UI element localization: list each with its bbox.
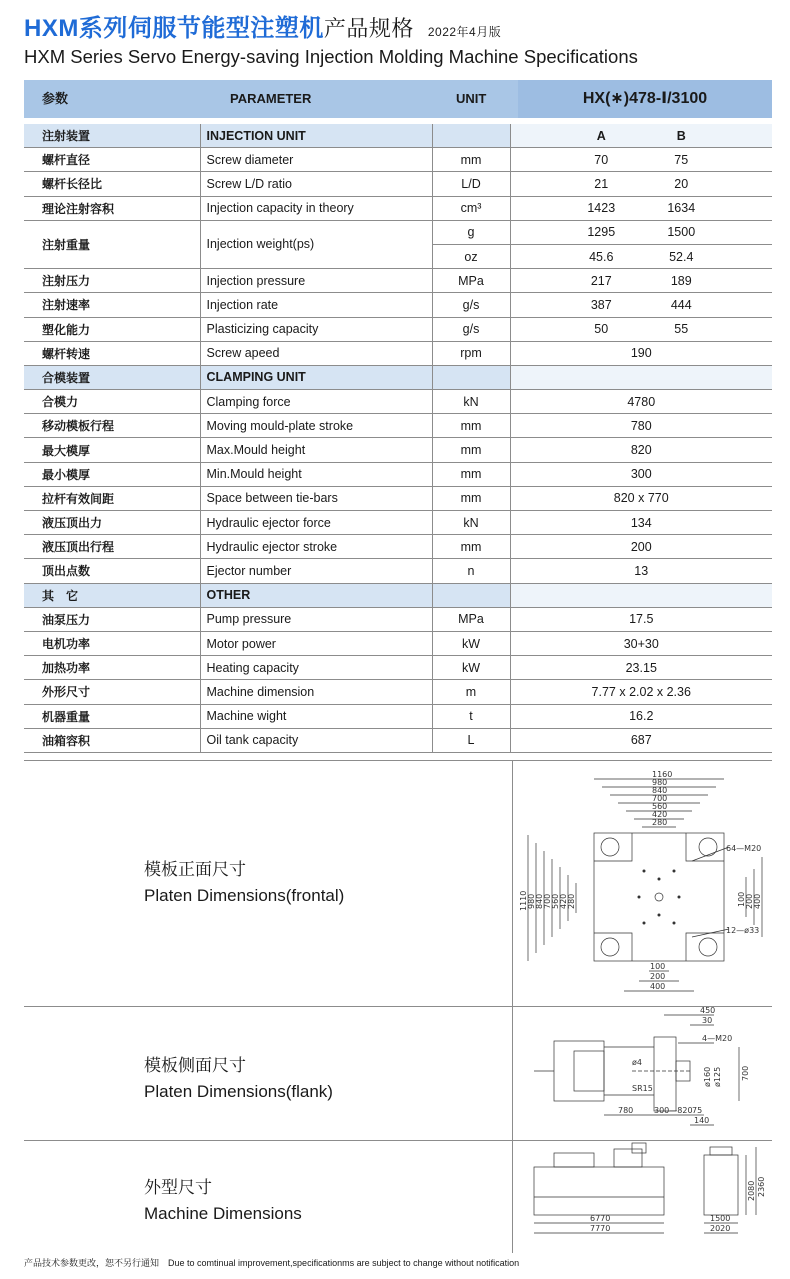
param-unit: cm³ xyxy=(432,196,510,220)
dim-left: 980 xyxy=(527,893,536,909)
machine-dim: 6770 xyxy=(590,1214,611,1223)
param-unit: rpm xyxy=(432,341,510,365)
header-model: HX(∗)478-Ⅰ/3100 xyxy=(518,80,772,118)
dim-top: 420 xyxy=(652,810,668,819)
diagram-row-machine xyxy=(24,1140,772,1253)
param-cn: 注射装置 xyxy=(24,124,200,148)
param-cn: 塑化能力 xyxy=(24,317,200,341)
note-thread: 64—M20 xyxy=(726,844,762,853)
machine-dim: 2360 xyxy=(757,1176,766,1197)
param-cn: 液压顶出行程 xyxy=(24,535,200,559)
param-cn: 其 它 xyxy=(24,583,200,607)
spec-row xyxy=(24,486,772,510)
param-value xyxy=(510,365,772,389)
diagram-divider xyxy=(512,761,513,1007)
diagram-divider xyxy=(512,1007,513,1141)
param-unit: kN xyxy=(432,390,510,414)
flank-dim: 450 xyxy=(700,1007,716,1015)
param-unit: g/s xyxy=(432,317,510,341)
param-cn: 合模装置 xyxy=(24,365,200,389)
param-cn: 最大模厚 xyxy=(24,438,200,462)
param-unit: kW xyxy=(432,631,510,655)
param-en: Injection weight(ps) xyxy=(200,220,432,268)
value-a: 1423 xyxy=(587,201,616,216)
param-cn: 螺杆转速 xyxy=(24,341,200,365)
dim-left: 420 xyxy=(559,893,568,909)
spec-row xyxy=(24,656,772,680)
dim-left: 280 xyxy=(567,893,576,909)
param-unit: oz xyxy=(432,244,510,268)
param-en: Injection rate xyxy=(200,293,432,317)
machine-dim: 2020 xyxy=(710,1224,731,1233)
flank-dim: 140 xyxy=(694,1116,710,1125)
param-en: Plasticizing capacity xyxy=(200,317,432,341)
dim-top: 560 xyxy=(652,802,668,811)
column-a: A xyxy=(596,128,606,143)
dim-bottom: 100 xyxy=(650,962,666,971)
param-value: 13 xyxy=(510,559,772,583)
header-unit: UNIT xyxy=(456,91,487,106)
param-value: 30+30 xyxy=(510,631,772,655)
param-value: 190 xyxy=(510,341,772,365)
param-unit: L/D xyxy=(432,172,510,196)
param-cn: 拉杆有效间距 xyxy=(24,486,200,510)
diagram-label-flank xyxy=(144,1053,333,1105)
param-value: 134 xyxy=(510,511,772,535)
dim-left: 700 xyxy=(543,893,552,909)
param-cn: 螺杆长径比 xyxy=(24,172,200,196)
spec-row xyxy=(24,607,772,631)
column-ab xyxy=(510,124,772,148)
machine-en: Machine Dimensions xyxy=(144,1204,302,1223)
param-cn: 电机功率 xyxy=(24,631,200,655)
param-cn: 顶出点数 xyxy=(24,559,200,583)
dim-top: 840 xyxy=(652,786,668,795)
param-unit: kN xyxy=(432,511,510,535)
flank-dim: ø160 xyxy=(703,1066,712,1087)
dim-left: 1110 xyxy=(519,890,528,911)
title-cn-sub: 产品规格 xyxy=(323,16,414,41)
platen-flank-drawing xyxy=(514,1007,772,1141)
param-unit: mm xyxy=(432,438,510,462)
param-value: 687 xyxy=(510,728,772,752)
param-en: Moving mould-plate stroke xyxy=(200,414,432,438)
page-title xyxy=(24,8,501,43)
flank-dim: ø125 xyxy=(713,1066,722,1087)
param-unit: mm xyxy=(432,414,510,438)
param-cn: 油箱容积 xyxy=(24,728,200,752)
section-header-clamping xyxy=(24,365,772,389)
param-en: Pump pressure xyxy=(200,607,432,631)
dim-right: 200 xyxy=(745,893,754,909)
spec-header xyxy=(24,80,772,118)
spec-row xyxy=(24,535,772,559)
value-a: 387 xyxy=(590,297,612,312)
dim-top: 280 xyxy=(652,818,668,827)
param-en: Max.Mould height xyxy=(200,438,432,462)
flank-dim: 700 xyxy=(741,1065,750,1081)
flank-dim: 75 xyxy=(692,1106,703,1115)
param-value: 7.77 x 2.02 x 2.36 xyxy=(510,680,772,704)
param-cn: 注射重量 xyxy=(24,220,200,268)
dim-right: 100 xyxy=(737,891,746,907)
param-unit xyxy=(432,124,510,148)
param-en: Machine wight xyxy=(200,704,432,728)
platen-frontal-drawing xyxy=(514,761,772,1007)
param-value: 17.5 xyxy=(510,607,772,631)
spec-row xyxy=(24,341,772,365)
spec-row xyxy=(24,220,772,244)
spec-row xyxy=(24,680,772,704)
param-value: 820 xyxy=(510,438,772,462)
param-en: Hydraulic ejector force xyxy=(200,511,432,535)
param-en: INJECTION UNIT xyxy=(200,124,432,148)
param-en: Ejector number xyxy=(200,559,432,583)
value-b: 52.4 xyxy=(669,249,694,264)
header-param-cn: 参数 xyxy=(42,91,69,106)
machine-dim: 7770 xyxy=(590,1224,611,1233)
param-en: Screw apeed xyxy=(200,341,432,365)
param-en: Motor power xyxy=(200,631,432,655)
param-cn: 合模力 xyxy=(24,390,200,414)
spec-row xyxy=(24,196,772,220)
param-value: 780 xyxy=(510,414,772,438)
param-value xyxy=(510,293,772,317)
param-unit: L xyxy=(432,728,510,752)
machine-outline-drawing xyxy=(514,1141,772,1253)
value-b: 1500 xyxy=(667,225,696,240)
value-a: 50 xyxy=(594,322,609,337)
section-header-other xyxy=(24,583,772,607)
spec-row xyxy=(24,414,772,438)
column-b: B xyxy=(676,128,686,143)
param-cn: 机器重量 xyxy=(24,704,200,728)
dim-bottom: 400 xyxy=(650,982,666,991)
value-a: 217 xyxy=(590,273,612,288)
flank-cn: 模板侧面尺寸 xyxy=(144,1056,246,1075)
footer-note: 产品技术参数更改，恕不另行通知 Due to comtinual improvement,specificationms are subject to change without notification xyxy=(24,1258,520,1268)
param-cn: 液压顶出力 xyxy=(24,511,200,535)
diagram-row-frontal xyxy=(24,760,772,1007)
param-en: Min.Mould height xyxy=(200,462,432,486)
spec-row xyxy=(24,631,772,655)
machine-dim: 2080 xyxy=(747,1180,756,1201)
dim-left: 840 xyxy=(535,893,544,909)
param-en: Screw L/D ratio xyxy=(200,172,432,196)
title-cn-main: HXM系列伺服节能型注塑机 xyxy=(24,15,324,42)
page-title-en: HXM Series Servo Energy-saving Injection Molding Machine Specifications xyxy=(24,46,638,67)
diagram-label-machine xyxy=(144,1175,302,1227)
value-b: 20 xyxy=(674,176,689,191)
value-b: 55 xyxy=(674,322,689,337)
frontal-cn: 模板正面尺寸 xyxy=(144,860,246,879)
value-b: 444 xyxy=(670,297,692,312)
param-en: CLAMPING UNIT xyxy=(200,365,432,389)
dim-right: 400 xyxy=(753,893,762,909)
flank-dim: ø4 xyxy=(632,1058,642,1067)
param-unit: MPa xyxy=(432,269,510,293)
param-unit xyxy=(432,583,510,607)
param-en: Heating capacity xyxy=(200,656,432,680)
param-cn: 油泵压力 xyxy=(24,607,200,631)
param-value xyxy=(510,196,772,220)
param-unit: mm xyxy=(432,148,510,172)
param-value xyxy=(510,317,772,341)
spec-row xyxy=(24,293,772,317)
spec-row xyxy=(24,172,772,196)
value-a: 45.6 xyxy=(589,249,614,264)
spec-row xyxy=(24,728,772,752)
param-unit: mm xyxy=(432,486,510,510)
param-unit: g xyxy=(432,220,510,244)
param-value xyxy=(510,244,772,268)
param-value: 300 xyxy=(510,462,772,486)
flank-dim: 30 xyxy=(702,1016,713,1025)
flank-en: Platen Dimensions(flank) xyxy=(144,1082,333,1101)
param-unit: mm xyxy=(432,535,510,559)
param-cn: 外形尺寸 xyxy=(24,680,200,704)
param-unit xyxy=(432,365,510,389)
diagram-divider xyxy=(512,1141,513,1253)
spec-row xyxy=(24,390,772,414)
header-param-en: PARAMETER xyxy=(230,91,312,106)
param-unit: n xyxy=(432,559,510,583)
spec-table xyxy=(24,124,772,753)
param-unit: g/s xyxy=(432,293,510,317)
param-value xyxy=(510,269,772,293)
diagram-label-frontal xyxy=(144,857,344,909)
param-unit: MPa xyxy=(432,607,510,631)
note-hole: 12—ø33 xyxy=(726,926,760,935)
section-header-injection xyxy=(24,124,772,148)
diagram-row-flank xyxy=(24,1006,772,1141)
param-unit: mm xyxy=(432,462,510,486)
dim-top: 980 xyxy=(652,778,668,787)
value-a: 21 xyxy=(594,176,609,191)
machine-dim: 1500 xyxy=(710,1214,731,1223)
param-value: 200 xyxy=(510,535,772,559)
param-value: 820 x 770 xyxy=(510,486,772,510)
dim-top: 1160 xyxy=(652,770,673,779)
param-value xyxy=(510,148,772,172)
value-a: 1295 xyxy=(587,225,616,240)
flank-dim: 780 xyxy=(618,1106,634,1115)
param-unit: t xyxy=(432,704,510,728)
diagram-section xyxy=(24,760,772,1252)
param-en: OTHER xyxy=(200,583,432,607)
flank-dim: 4—M20 xyxy=(702,1034,733,1043)
param-en: Space between tie-bars xyxy=(200,486,432,510)
spec-row xyxy=(24,269,772,293)
param-unit: m xyxy=(432,680,510,704)
param-cn: 移动模板行程 xyxy=(24,414,200,438)
machine-cn: 外型尺寸 xyxy=(144,1178,212,1197)
param-en: Clamping force xyxy=(200,390,432,414)
spec-row xyxy=(24,704,772,728)
spec-row xyxy=(24,438,772,462)
param-value xyxy=(510,220,772,244)
spec-row xyxy=(24,148,772,172)
dim-bottom: 200 xyxy=(650,972,666,981)
spec-row xyxy=(24,317,772,341)
param-cn: 加热功率 xyxy=(24,656,200,680)
value-a: 70 xyxy=(594,152,609,167)
param-en: Injection capacity in theory xyxy=(200,196,432,220)
flank-dim: 300—820 xyxy=(654,1106,693,1115)
param-en: Injection pressure xyxy=(200,269,432,293)
param-unit: kW xyxy=(432,656,510,680)
param-value: 16.2 xyxy=(510,704,772,728)
value-b: 1634 xyxy=(667,201,696,216)
dim-left: 560 xyxy=(551,893,560,909)
param-cn: 注射压力 xyxy=(24,269,200,293)
param-en: Oil tank capacity xyxy=(200,728,432,752)
param-value: 4780 xyxy=(510,390,772,414)
param-cn: 注射速率 xyxy=(24,293,200,317)
value-b: 189 xyxy=(670,273,692,288)
param-value: 23.15 xyxy=(510,656,772,680)
value-b: 75 xyxy=(674,152,689,167)
edition-label: 2022年4月版 xyxy=(427,25,502,39)
param-en: Hydraulic ejector stroke xyxy=(200,535,432,559)
spec-row xyxy=(24,511,772,535)
param-en: Screw diameter xyxy=(200,148,432,172)
param-value xyxy=(510,172,772,196)
param-cn: 理论注射容积 xyxy=(24,196,200,220)
param-en: Machine dimension xyxy=(200,680,432,704)
spec-row xyxy=(24,462,772,486)
param-value xyxy=(510,583,772,607)
spec-row xyxy=(24,559,772,583)
param-cn: 最小模厚 xyxy=(24,462,200,486)
dim-top: 700 xyxy=(652,794,668,803)
frontal-en: Platen Dimensions(frontal) xyxy=(144,886,345,905)
param-cn: 螺杆直径 xyxy=(24,148,200,172)
flank-dim: SR15 xyxy=(632,1084,653,1093)
